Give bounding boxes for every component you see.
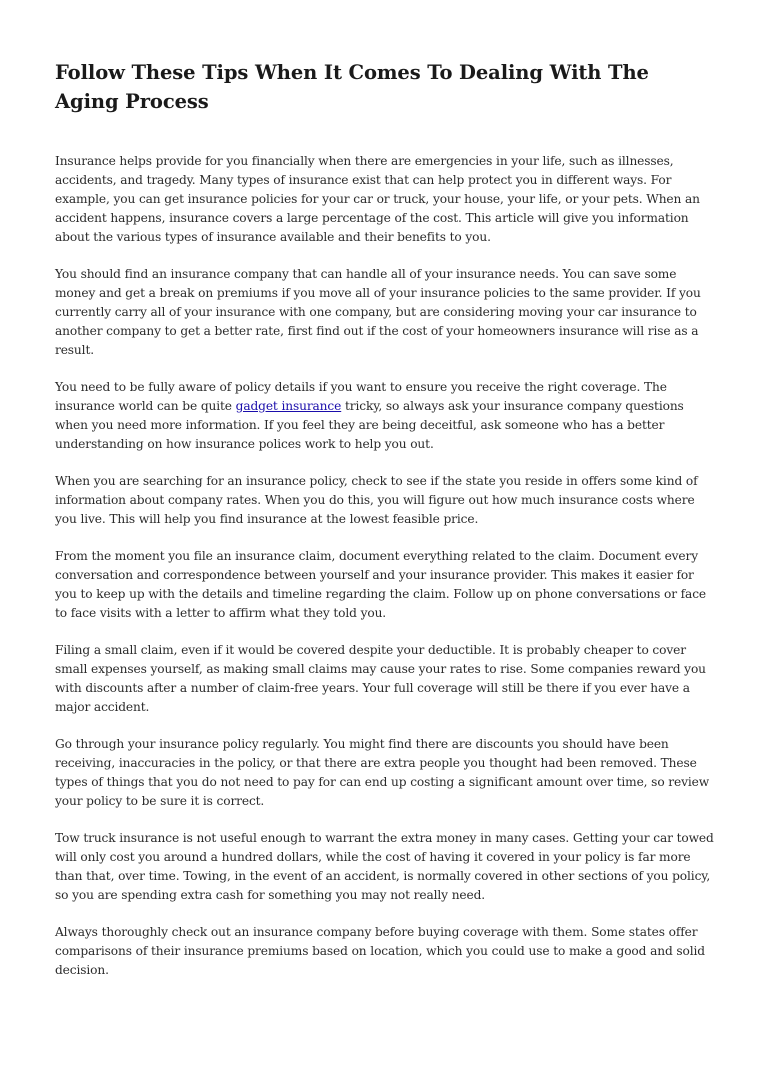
paragraph-4: When you are searching for an insurance policy, check to see if the state you reside in offers some kind of information about company rates. When you do this, you will figure out how much insurance costs where you live. This will help you find insurance at the lowest feasible price. — [55, 474, 698, 526]
paragraph-1: Insurance helps provide for you financially when there are emergencies in your life, such as illnesses, accidents, and tragedy. Many types of insurance exist that can help protect you in different ways. For example, you can get insurance policies for your car or truck, your house, your life, or your pets. When an accident happens, insurance covers a large percentage of the cost. This article will give you information about the various types of insurance available and their benefits to you. — [55, 154, 700, 244]
paragraph-6: Filing a small claim, even if it would be covered despite your deductible. It is probably cheaper to cover small expenses yourself, as making small claims may cause your rates to rise. Some companies reward you with discounts after a number of claim-free years. Your full coverage will still be there if you ever have a major accident. — [55, 643, 706, 714]
paragraph-8: Tow truck insurance is not useful enough to warrant the extra money in many cases. Getting your car towed will only cost you around a hundred dollars, while the cost of having it covered in your policy is far more than that, over time. Towing, in the event of an accident, is normally covered in other sections of you policy, so you are spending extra cash for something you may not really need. — [55, 831, 714, 902]
paragraph-3 — [55, 378, 715, 454]
document-page — [55, 58, 715, 998]
paragraph-9: Always thoroughly check out an insurance company before buying coverage with them. Some states offer comparisons of their insurance premiums based on location, which you could use to make a good and solid decision. — [55, 925, 705, 977]
paragraph-7: Go through your insurance policy regularly. You might find there are discounts you should have been receiving, inaccuracies in the policy, or that there are extra people you thought had been removed. These types of things that you do not need to pay for can end up costing a significant amount over time, so review your policy to be sure it is correct. — [55, 737, 710, 808]
gadget-insurance-link[interactable]: gadget insurance — [235, 399, 342, 413]
paragraph-5: From the moment you file an insurance claim, document everything related to the claim. Document every conversation and correspondence between yourself and your insurance provider. This makes it easier for you to keep up with the details and timeline regarding the claim. Follow up on phone conversations or face to face visits with a letter to affirm what they told you. — [55, 549, 706, 620]
paragraph-3-before: You need to be fully aware of policy details if you want to ensure you receive the right coverage. The insurance world can be quite — [55, 380, 667, 413]
page-title: Follow These Tips When It Comes To Dealing With The Aging Process — [55, 61, 649, 113]
paragraph-2: You should find an insurance company that can handle all of your insurance needs. You can save some money and get a break on premiums if you move all of your insurance policies to the same provider. If you currently carry all of your insurance with one company, but are considering moving your car insurance to another company to get a better rate, first find out if the cost of your homeowners insurance will rise as a result. — [55, 267, 701, 357]
paragraph-3-after: tricky, so always ask your insurance company questions when you need more information. If you feel they are being deceitful, ask someone who has a better understanding on how insurance polices work to help you out. — [55, 399, 684, 451]
